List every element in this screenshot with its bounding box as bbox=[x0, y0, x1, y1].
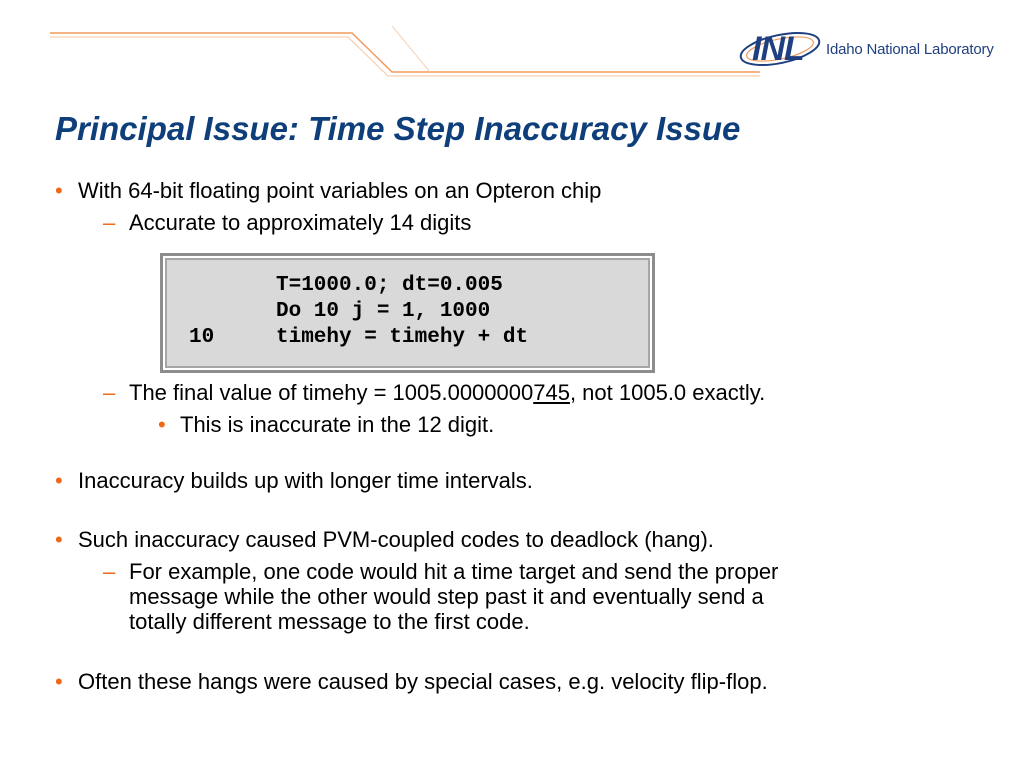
bullet-1-text: With 64-bit floating point variables on an Opteron chip bbox=[78, 178, 602, 203]
bullet-3-sub-1-line-1: For example, one code would hit a time target and send the proper bbox=[129, 559, 779, 584]
bullet-3-sub-1-line-2: message while the other would step past it and eventually send a bbox=[129, 584, 764, 609]
bullet-marker: • bbox=[55, 178, 63, 203]
bullet-marker: • bbox=[55, 468, 63, 493]
code-line-3: timehy = timehy + dt bbox=[276, 326, 529, 349]
inl-logo-letters: INL bbox=[752, 30, 804, 68]
bullet-1-sub-2-sub-1-text: This is inaccurate in the 12 digit. bbox=[180, 412, 495, 437]
bullet-4-text: Often these hangs were caused by special cases, e.g. velocity flip-flop. bbox=[78, 669, 768, 694]
bullet-1-sub-1-text: Accurate to approximately 14 digits bbox=[129, 210, 472, 235]
bullet-marker: • bbox=[158, 412, 166, 437]
final-value-underlined-digits: 745 bbox=[533, 380, 570, 405]
bullet-3-sub-1-line-3: totally different message to the first code. bbox=[129, 609, 530, 634]
bullet-2-text: Inaccuracy builds up with longer time intervals. bbox=[78, 468, 533, 493]
bullet-1-sub-2-text bbox=[129, 380, 765, 406]
code-snippet-box bbox=[160, 253, 655, 373]
final-value-suffix: , not 1005.0 exactly. bbox=[569, 380, 766, 405]
dash-marker: – bbox=[103, 380, 116, 405]
dash-marker: – bbox=[103, 210, 116, 235]
code-line-1: T=1000.0; dt=0.005 bbox=[276, 274, 503, 297]
code-line-3-label: 10 bbox=[189, 326, 215, 349]
final-value-prefix: The final value of timehy = 1005.0000000 bbox=[129, 380, 534, 405]
bullet-marker: • bbox=[55, 669, 63, 694]
slide-title: Principal Issue: Time Step Inaccuracy Issue bbox=[55, 110, 741, 147]
dash-marker: – bbox=[103, 559, 116, 584]
inl-logo-text: Idaho National Laboratory bbox=[826, 41, 994, 58]
bullet-marker: • bbox=[55, 527, 63, 552]
bullet-3-text: Such inaccuracy caused PVM-coupled codes to deadlock (hang). bbox=[78, 527, 714, 552]
code-line-2: Do 10 j = 1, 1000 bbox=[276, 300, 491, 323]
